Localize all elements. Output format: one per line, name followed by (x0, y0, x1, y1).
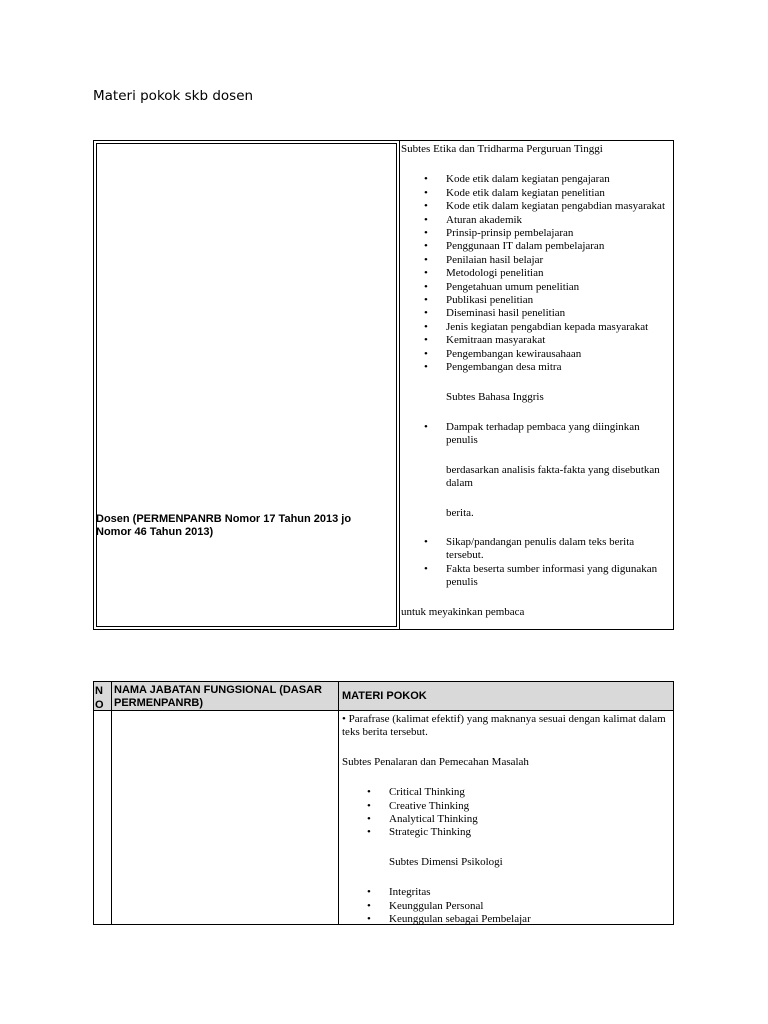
list-item: • Prinsip-prinsip pembelajaran (401, 227, 671, 240)
list-item: • Dampak terhadap pembaca yang diinginkan penulis (401, 421, 671, 448)
list-item: • Pengembangan desa mitra (401, 361, 671, 374)
list-item: • Diseminasi hasil penelitian (401, 307, 671, 320)
column-divider (338, 682, 339, 924)
list-item: • Keunggulan Personal (342, 900, 670, 913)
list-item: • Metodologi penelitian (401, 267, 671, 280)
list-item: • Kemitraan masyarakat (401, 334, 671, 347)
list-item: • Penggunaan IT dalam pembelajaran (401, 240, 671, 253)
materi-pokok-cell (401, 143, 671, 619)
list-item: • Publikasi penelitian (401, 294, 671, 307)
column-divider (111, 682, 112, 924)
subtest-psikologi-title: Subtes Dimensi Psikologi (389, 855, 503, 868)
column-divider (399, 141, 400, 629)
subtest-penalaran-title: Subtes Penalaran dan Pemecahan Masalah (342, 755, 529, 768)
materi-pokok-body (342, 713, 670, 926)
list-item: • Fakta beserta sumber informasi yang digunakan penulis (401, 563, 671, 590)
list-item: • Creative Thinking (342, 800, 670, 813)
subtest-bahasa-inggris-title: Subtes Bahasa Inggris (446, 390, 544, 403)
jabatan-dosen-label: Dosen (PERMENPANRB Nomor 17 Tahun 2013 jo Nomor 46 Tahun 2013) (96, 513, 352, 538)
paragraph-berita: berita. (446, 506, 474, 519)
subtest-psikologi-list (342, 886, 670, 926)
table-dosen (93, 140, 674, 630)
list-item: • Kode etik dalam kegiatan pengajaran (401, 173, 671, 186)
list-item: • Jenis kegiatan pengabdian kepada masyarakat (401, 321, 671, 334)
subtest-etika-title: Subtes Etika dan Tridharma Perguruan Tinggi (401, 143, 603, 155)
list-item: • Sikap/pandangan penulis dalam teks berita tersebut. (401, 536, 671, 563)
list-item: • Keunggulan sebagai Pembelajar (342, 913, 670, 926)
left-cell-border (96, 143, 397, 627)
list-item: • Critical Thinking (342, 786, 670, 799)
paragraph-parafrase: • Parafrase (kalimat efektif) yang maknanya sesuai dengan kalimat dalam teks berita tersebut. (342, 713, 666, 739)
list-item: • Integritas (342, 886, 670, 899)
list-item: • Strategic Thinking (342, 826, 670, 839)
subtest-etika-list (401, 173, 671, 374)
header-no: NO (95, 685, 104, 711)
closing-text: untuk meyakinkan pembaca (401, 605, 525, 618)
list-item: • Aturan akademik (401, 214, 671, 227)
paragraph-analisis: berdasarkan analisis fakta-fakta yang disebutkan dalam (446, 463, 660, 490)
header-materi-pokok: MATERI POKOK (342, 690, 427, 702)
list-item: • Kode etik dalam kegiatan pengabdian masyarakat (401, 200, 671, 213)
table-materi-pokok (93, 681, 674, 925)
subtest-bahasa-list-b (401, 536, 671, 590)
list-item: • Analytical Thinking (342, 813, 670, 826)
list-item: • Pengetahuan umum penelitian (401, 281, 671, 294)
list-item: • Penilaian hasil belajar (401, 254, 671, 267)
page-title: Materi pokok skb dosen (93, 88, 254, 104)
subtest-bahasa-list-a (401, 421, 671, 448)
list-item: • Pengembangan kewirausahaan (401, 348, 671, 361)
list-item: • Kode etik dalam kegiatan penelitian (401, 187, 671, 200)
header-nama-jabatan: NAMA JABATAN FUNGSIONAL (DASAR PERMENPANRB) (114, 684, 322, 709)
subtest-penalaran-list (342, 786, 670, 840)
